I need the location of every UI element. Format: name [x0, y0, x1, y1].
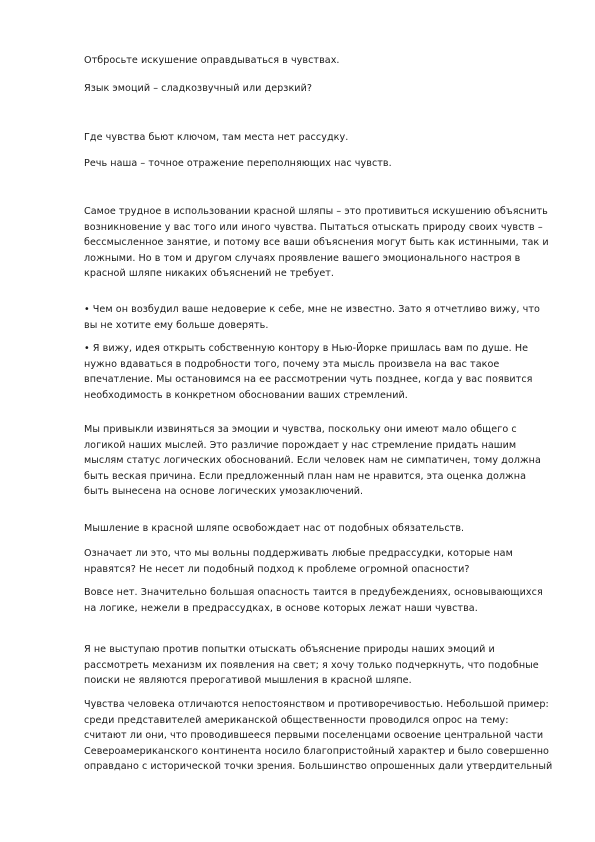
- paragraph-11: Вовсе нет. Значительно большая опасность таится в предубеждениях, основывающихся на логике, нежели в предрассудках, в основе которых лежат наши чувства.: [84, 587, 543, 614]
- paragraph-4: Речь наша – точное отражение переполняющих нас чувств.: [84, 158, 392, 169]
- paragraph-2: Язык эмоций – сладкозвучный или дерзкий?: [84, 83, 313, 94]
- paragraph-6: • Чем он возбудил ваше недоверие к себе, мне не известно. Зато я отчетливо вижу, что вы не хотите ему больше доверять.: [84, 304, 540, 331]
- paragraph-5: Самое трудное в использовании красной шляпы – это противиться искушению объяснить возникновение у вас того или иного чувства. Пытаться отыскать природу своих чувств – бессмысленное занятие, и потому все ваши объяснения могут быть как истинными, так и ложными. Но в том и другом случаях проявление вашего эмоционального настроя в красной шляпе никаких объяснений не требует.: [84, 206, 549, 280]
- paragraph-10: Означает ли это, что мы вольны поддерживать любые предрассудки, которые нам нравятся? Не несет ли подобный подход к проблеме огромной опасности?: [84, 548, 513, 575]
- paragraph-12: Я не выступаю против попытки отыскать объяснение природы наших эмоций и рассмотреть механизм их появления на свет; я хочу только подчеркнуть, что подобные поиски не являются прерогативой мышления в красной шляпе.: [84, 644, 539, 687]
- paragraph-3: Где чувства бьют ключом, там места нет рассудку.: [84, 132, 349, 143]
- paragraph-8: Мы привыкли извиняться за эмоции и чувства, поскольку они имеют мало общего с логикой наших мыслей. Это различие порождает у нас стремление придать нашим мыслям статус логических обоснований. Если человек нам не симпатичен, тому должна быть веская причина. Если предложенный план нам не нравится, эта оценка должна быть вынесена на основе логических умозаключений.: [84, 424, 541, 498]
- paragraph-1: Отбросьте искушение оправдываться в чувствах.: [84, 55, 340, 66]
- paragraph-7: • Я вижу, идея открыть собственную контору в Нью-Йорке пришлась вам по душе. Не нужно вдаваться в подробности того, почему эта мысль произвела на вас такое впечатление. Мы остановимся на ее рассмотрении чуть позднее, когда у вас появится необходимость в конкретном обосновании ваших стремлений.: [84, 343, 533, 401]
- paragraph-13: Чувства человека отличаются непостоянством и противоречивостью. Небольшой пример: среди представителей американской общественности проводился опрос на тему: считают ли они, что проводившееся первыми поселенцами освоение центральной части Североамериканского континента носило благопристойный характер и было совершенно оправдано с исторической точки зрения. Большинство опрошенных дали утвердительный: [84, 699, 553, 773]
- paragraph-9: Мышление в красной шляпе освобождает нас от подобных обязательств.: [84, 523, 465, 534]
